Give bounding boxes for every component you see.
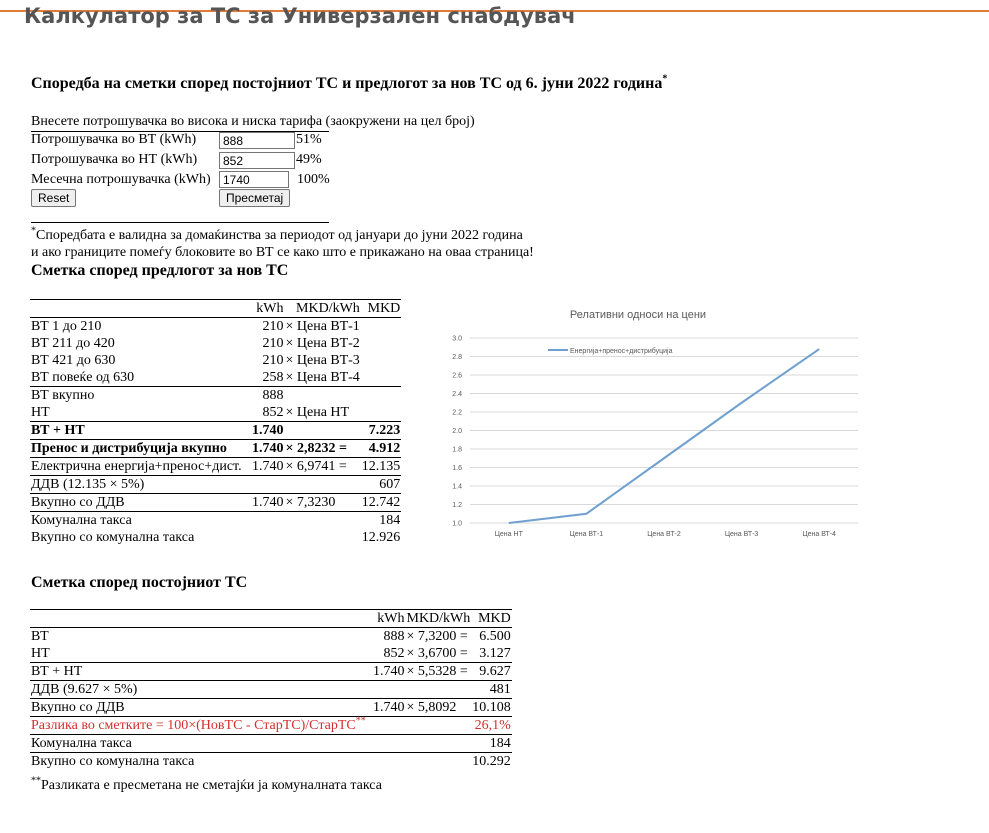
x-tick-label: Цена НТ [494, 531, 523, 538]
old-bill-table [30, 609, 512, 770]
table-row: Електрична енергија+пренос+дист. 1.740 × 6,9741 = 12.135 [31, 459, 401, 474]
table-row: ВТ 888 × 7,3200 = 6.500 [31, 629, 511, 644]
consumption-instruction: Внесете потрошувачка во висока и ниска тарифа (заокружени на цел број) [31, 113, 329, 132]
new-bill-table [30, 299, 401, 546]
monthly-consumption-input[interactable] [219, 171, 289, 188]
vt-percent: 51% [296, 132, 322, 147]
footnote-divider [31, 222, 329, 223]
column-header: kWh [372, 610, 406, 628]
nt-consumption-input[interactable] [219, 152, 295, 169]
table-row: ДДВ (12.135 × 5%) 607 [31, 477, 401, 492]
table-row: ВТ 211 до 420 210 × Цена ВТ-2 [31, 336, 360, 351]
column-header: MKD/kWh [285, 300, 361, 318]
validity-footnote-line2: и ако границите помеѓу блоковите во ВТ се како што е прикажано на оваа страница! [31, 245, 534, 260]
y-tick-label: 2.2 [452, 409, 462, 417]
monthly-consumption-label: Месечна потрошувачка (kWh) [31, 172, 211, 187]
y-tick-label: 2.6 [452, 372, 462, 380]
vt-consumption-label: Потрошувачка во ВТ (kWh) [31, 132, 197, 147]
column-header [30, 610, 372, 628]
table-row: ВТ вкупно 888 [30, 387, 401, 405]
table-row: НТ 852 × 3,6700 = 3.127 [31, 646, 511, 661]
table-row: ВТ 1 до 210 210 × Цена ВТ-1 [30, 318, 401, 336]
x-tick-label: Цена ВТ-1 [569, 531, 604, 538]
column-header: MKD/kWh [406, 611, 471, 626]
table-row: Вкупно со комунална такса 12.926 [31, 530, 401, 545]
x-tick-label: Цена ВТ-4 [802, 531, 836, 538]
table-row: Комунална такса 184 [31, 513, 401, 528]
monthly-percent: 100% [297, 172, 330, 187]
table-row: Вкупно со комунална такса 10.292 [31, 754, 511, 769]
table-header-row [30, 610, 512, 628]
reset-button[interactable]: Reset [31, 189, 76, 207]
table-row: ВТ повеќе од 630 258 × Цена ВТ-4 [31, 370, 360, 385]
x-tick-label: Цена ВТ-3 [724, 531, 759, 538]
y-tick-label: 1.2 [452, 502, 462, 509]
x-tick-label: Цена ВТ-2 [647, 531, 681, 538]
new-bill-title: Сметка според предлогот за нов ТС [31, 262, 289, 279]
y-tick-label: 1.4 [452, 483, 462, 491]
price-ratio-chart [428, 294, 868, 549]
table-row: Вкупно со ДДВ 1.740 × 7,3230 12.742 [31, 495, 401, 510]
table-row: НТ 852 × Цена НТ [31, 405, 350, 420]
comparison-title: Споредба на сметки според постојниот ТС и предлогот за нов ТС од 6. јуни 2022 година* [31, 73, 668, 92]
vt-consumption-input[interactable] [219, 132, 295, 149]
page-title: Калкулатор за ТС за Универзален снабдувач [24, 4, 576, 28]
y-tick-label: 2.4 [452, 391, 462, 398]
chart-title: Релативни односи на цени [569, 309, 707, 321]
column-header: MKD [471, 610, 512, 628]
table-row: Комунална такса 184 [31, 736, 511, 751]
y-axis-ticks [452, 336, 462, 528]
y-tick-label: 3.0 [452, 335, 462, 343]
old-bill-title: Сметка според постојниот ТС [31, 574, 248, 591]
x-axis-ticks [495, 531, 836, 538]
y-tick-label: 1.6 [452, 465, 462, 472]
table-row: Вкупно со ДДВ 1.740 × 5,8092 10.108 [31, 700, 511, 715]
y-tick-label: 2.0 [452, 428, 462, 435]
y-tick-label: 1.8 [452, 446, 462, 454]
table-header-row [30, 300, 401, 318]
column-header [30, 300, 251, 318]
difference-footnote: **Разликата е пресметана не сметајќи ја комуналната такса [31, 775, 382, 793]
legend-label: Енергија+пренос+дистрибуција [570, 348, 673, 355]
column-header: MKD [361, 300, 402, 318]
validity-footnote-line1: *Споредбата е валидна за домаќинства за периодот од јануари до јуни 2022 година [31, 225, 523, 243]
nt-consumption-label: Потрошувачка во НТ (kWh) [31, 152, 198, 167]
chart-grid [470, 338, 858, 523]
table-row: Пренос и дистрибуција вкупно 1.740 × 2,8232 = 4.912 [31, 441, 401, 456]
table-row-difference: Разлика во сметките = 100×(НовТС - СтарТС)/СтарТС** 26,1% [31, 715, 511, 733]
nt-percent: 49% [296, 152, 322, 167]
y-tick-label: 2.8 [452, 354, 462, 361]
calculate-button[interactable]: Пресметај [219, 189, 290, 207]
table-row: ДДВ (9.627 × 5%) 481 [31, 682, 511, 697]
column-header: kWh [251, 300, 285, 318]
table-row: ВТ 421 до 630 210 × Цена ВТ-3 [31, 353, 360, 368]
table-row: ВТ + НТ 1.740 7.223 [31, 423, 401, 438]
table-row: ВТ + НТ 1.740 × 5,5328 = 9.627 [31, 664, 511, 679]
y-tick-label: 1.0 [452, 520, 462, 528]
